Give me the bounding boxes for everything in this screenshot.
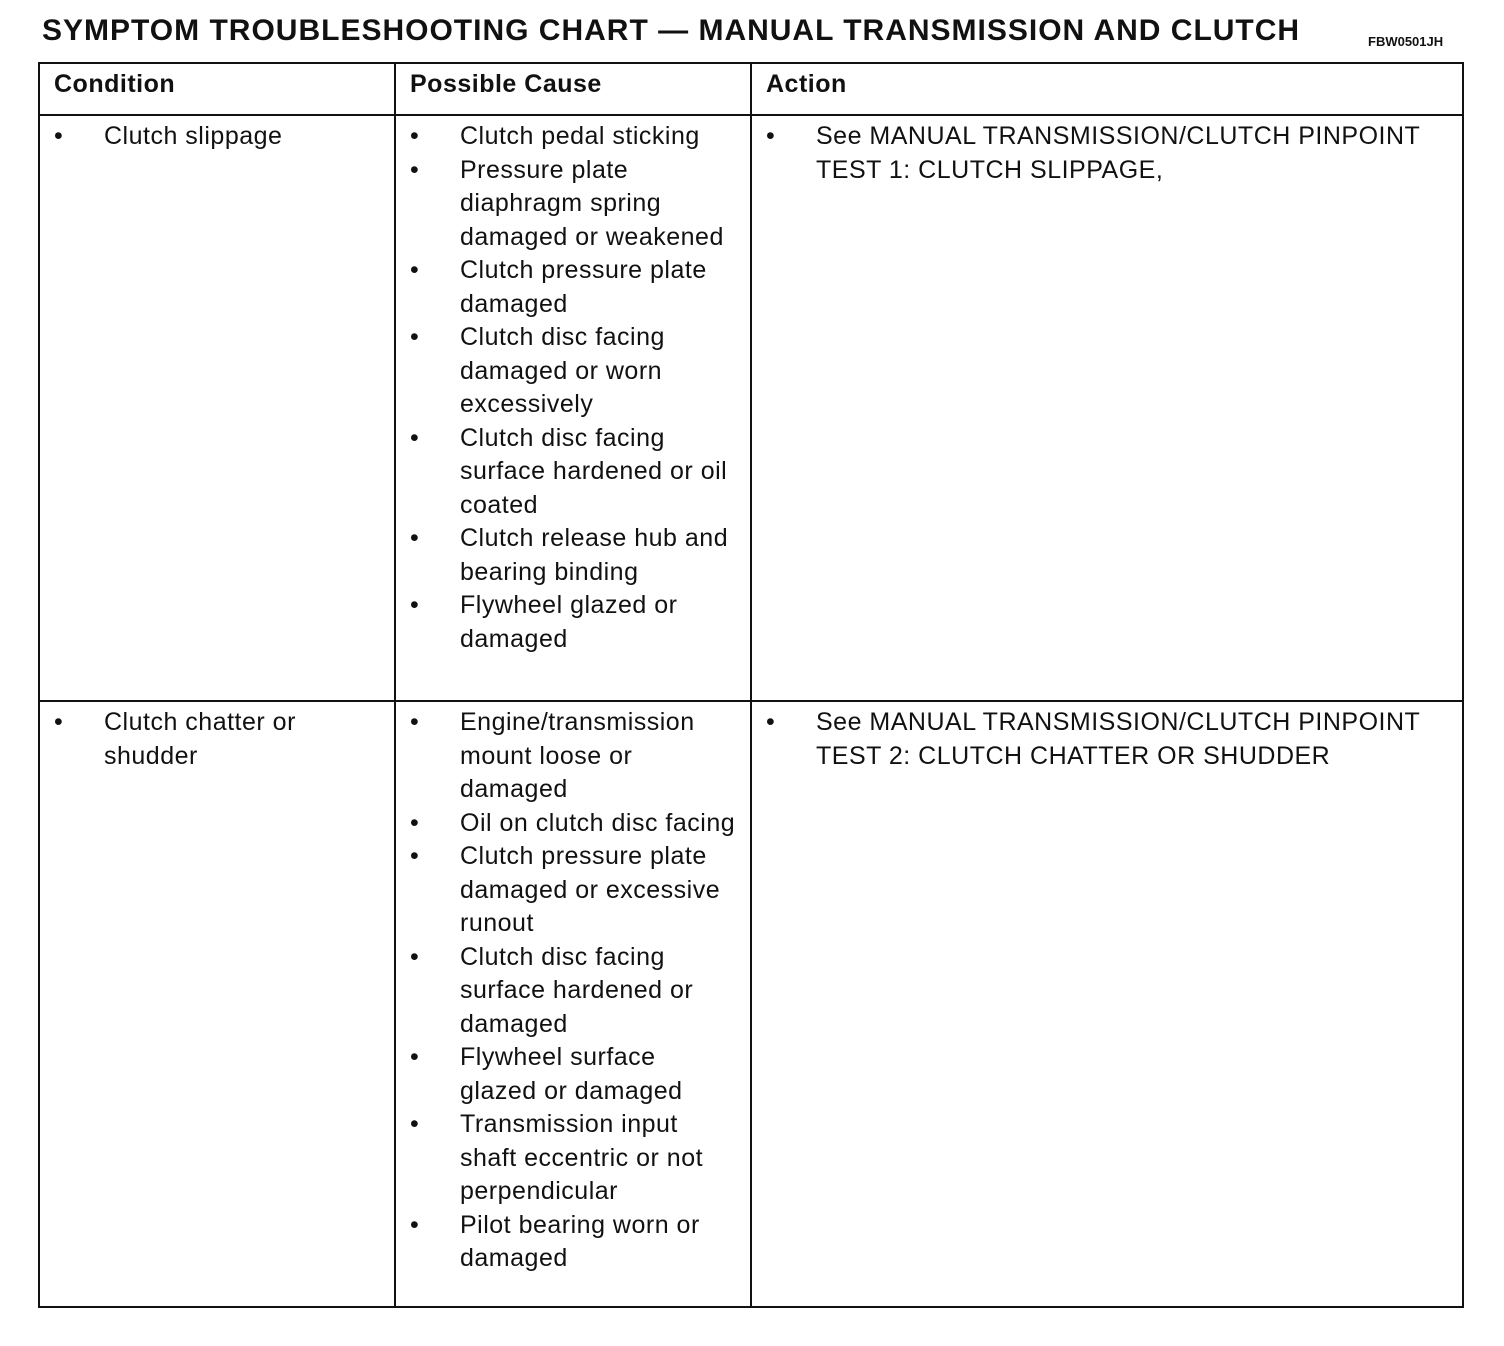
- action-text: • See MANUAL TRANSMISSION/CLUTCH PINPOINT TEST 1: CLUTCH SLIPPAGE,: [766, 120, 1450, 187]
- action-cell: [751, 115, 1463, 701]
- cause-cell: [395, 115, 751, 701]
- condition-cell: [39, 701, 395, 1307]
- table-row: [39, 115, 1463, 701]
- column-header-action: Action: [751, 63, 1463, 115]
- troubleshooting-table: [38, 62, 1464, 1308]
- cause-item: • Oil on clutch disc facing: [410, 807, 738, 841]
- cause-item: • Clutch pressure plate damaged: [410, 254, 738, 321]
- condition-cell: [39, 115, 395, 701]
- column-header-cause: Possible Cause: [395, 63, 751, 115]
- table-row: [39, 701, 1463, 1307]
- cause-item: • Pressure plate diaphragm spring damaged or weakened: [410, 154, 738, 255]
- cause-item: • Transmission input shaft eccentric or not perpendicular: [410, 1108, 738, 1209]
- cause-item: • Engine/transmission mount loose or damaged: [410, 706, 738, 807]
- cause-item: • Clutch disc facing surface hardened or oil coated: [410, 422, 738, 523]
- column-header-condition: Condition: [39, 63, 395, 115]
- cause-cell: [395, 701, 751, 1307]
- cause-item: • Clutch pedal sticking: [410, 120, 738, 154]
- cause-item: • Flywheel glazed or damaged: [410, 589, 738, 656]
- condition-text: • Clutch slippage: [54, 120, 382, 154]
- condition-text: • Clutch chatter or shudder: [54, 706, 382, 773]
- chart-title: SYMPTOM TROUBLESHOOTING CHART — MANUAL TRANSMISSION AND CLUTCH: [42, 14, 1301, 47]
- document-code: FBW0501JH: [1368, 34, 1444, 49]
- cause-item: • Pilot bearing worn or damaged: [410, 1209, 738, 1276]
- cause-item: • Flywheel surface glazed or damaged: [410, 1041, 738, 1108]
- cause-item: • Clutch pressure plate damaged or excessive runout: [410, 840, 738, 941]
- action-text: • See MANUAL TRANSMISSION/CLUTCH PINPOINT TEST 2: CLUTCH CHATTER OR SHUDDER: [766, 706, 1450, 773]
- cause-item: • Clutch disc facing damaged or worn excessively: [410, 321, 738, 422]
- action-cell: [751, 701, 1463, 1307]
- cause-item: • Clutch disc facing surface hardened or damaged: [410, 941, 738, 1042]
- cause-item: • Clutch release hub and bearing binding: [410, 522, 738, 589]
- table-header-row: [39, 63, 1463, 115]
